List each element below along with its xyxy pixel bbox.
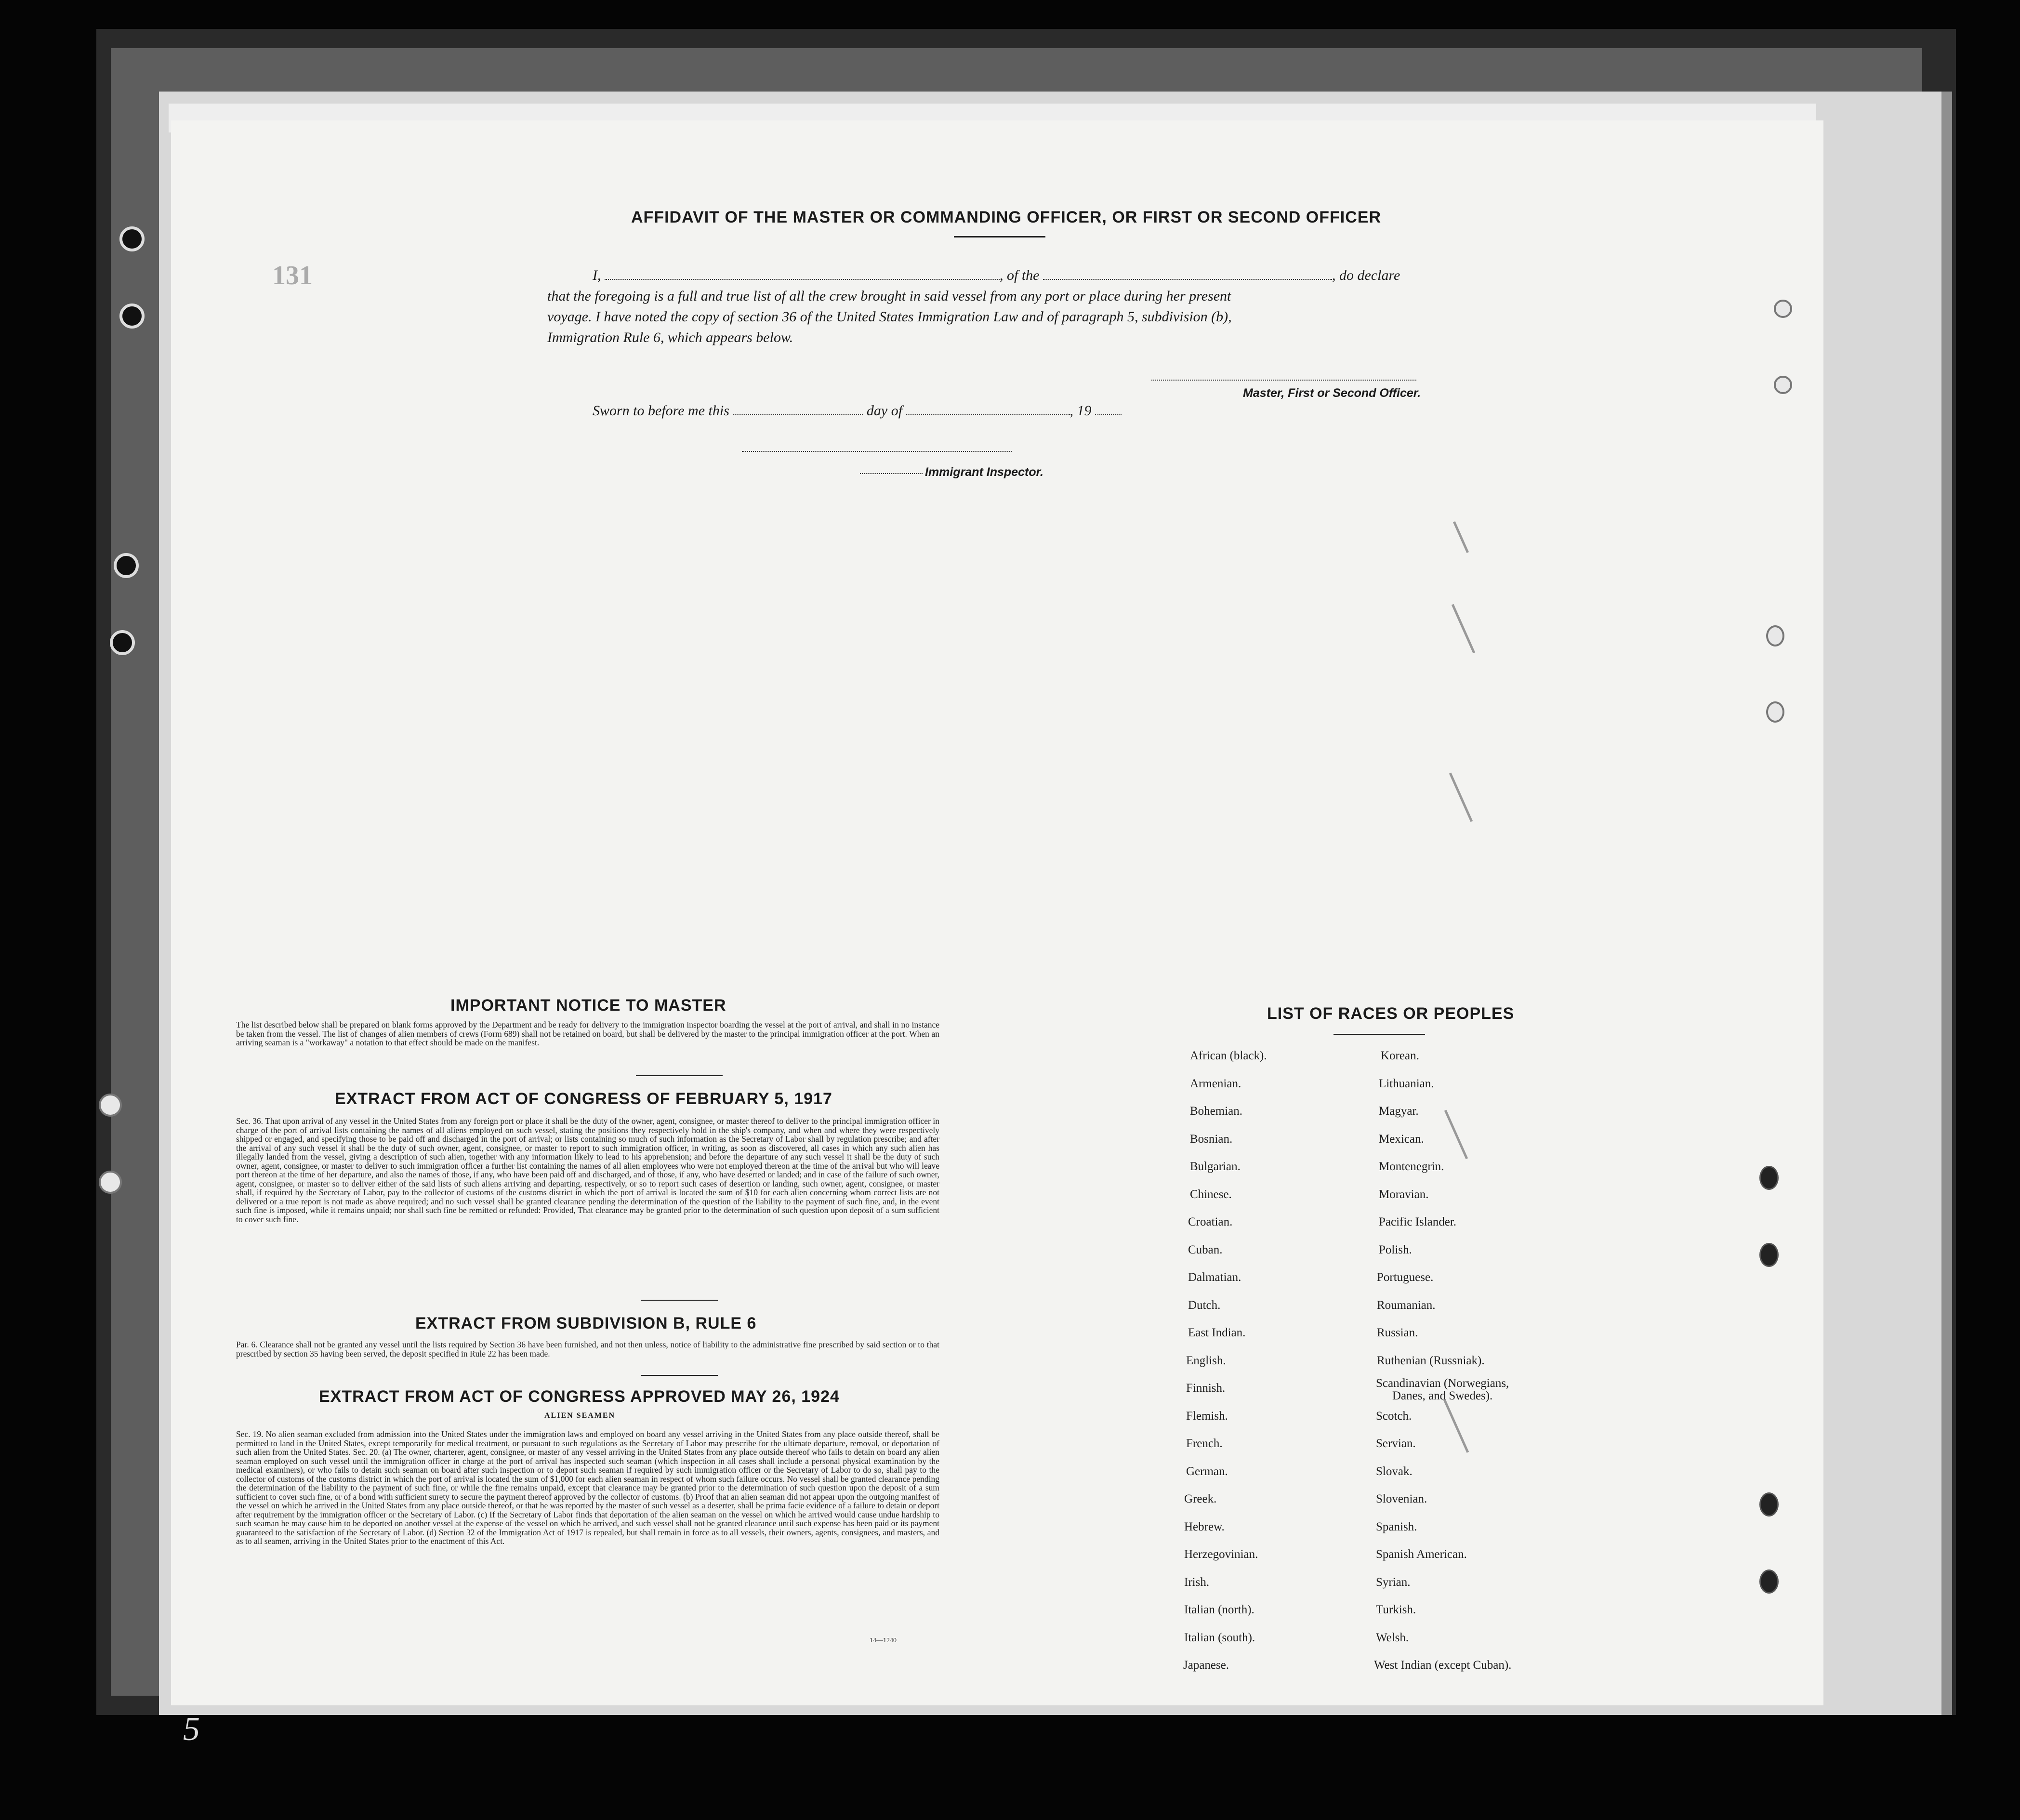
extract-1924-text: Sec. 19. No alien seaman excluded from admission into the United States under the immigration laws and employed on board any vessel arriving in the United States from any place outside thereof, shall be permitted to land in the United States, except temporarily for medical treatment, or pursuant to such regulations as the Secretary of Labor may prescribe for the ultimate departure, removal, or deportation of such alien from the United States. Sec. 20. (a) The owner, charterer, agent, consignee, or master of any vessel arriving in the United States from any place outside thereof who fails to detain on board any alien seaman employed on such vessel until the immigration officer in charge at the port of arrival has inspected such seaman (which inspection in all cases shall include a personal physical examination by the medical examiners), or who fails to detain such seaman on board after such inspection or to deport such seaman if required by such immigration officer or the Secretary of Labor to do so, shall pay to the collector of customs of the customs district in which the port of arrival is located the sum of $1,000 for each alien seaman in respect of whom such failure occurs. No vessel shall be granted clearance pending the determination of the liability to the payment of such fine, or while the fine remains unpaid, except that clearance may be granted prior to the determination of such question upon the deposit of a sum sufficient to cover such fine, or of a bond with sufficient surety to secure the payment thereof approved by the collector of customs. (b) Proof that an alien seaman did not appear upon the outgoing manifest of the vessel on which he arrived in the United States from any place outside thereof, or that he was reported by the master of such vessel as a deserter, shall be prima facie evidence of a failure to detain or deport after requirement by the immigration officer or the Secretary of Labor. (c) If the Secretary of Labor finds that deportation of the alien seaman on the vessel on which he arrived would cause undue hardship to such seaman he may cause him to be deported on another vessel at the expense of the vessel on which he arrived, and such vessel shall not be granted clearance until such expense has been paid or its payment guaranteed to the satisfaction of the Secretary of Labor. (d) Section 32 of the Immigration Act of 1917 is repealed, but shall remain in force as to all vessels, their owners, agents, consignees, and masters, and as to all seamen, arriving in the United States prior to the enactment of this Act. (236, 1429, 940, 1546)
race-item: Italian (north). (1184, 1603, 1254, 1616)
race-item: English. (1186, 1354, 1226, 1367)
page-hole (1759, 1243, 1779, 1267)
race-item: Dalmatian. (1188, 1271, 1241, 1284)
sworn-month-field[interactable] (906, 414, 1070, 415)
day-of-label: day of (866, 403, 903, 419)
of-the-label: , of the (1000, 267, 1040, 283)
race-item: Japanese. (1183, 1659, 1229, 1672)
page-hole (1759, 1569, 1779, 1594)
race-item: Moravian. (1379, 1188, 1429, 1201)
races-title: LIST OF RACES OR PEOPLES (1267, 1004, 1515, 1023)
section-rule (641, 1375, 718, 1376)
race-item: Slovak. (1376, 1465, 1413, 1478)
race-item: Korean. (1381, 1049, 1419, 1062)
race-item: Portuguese. (1377, 1271, 1434, 1284)
binder-hole (114, 553, 139, 578)
race-item: Dutch. (1188, 1299, 1221, 1312)
inspector-prefix-line (860, 473, 923, 474)
race-item: Spanish American. (1376, 1548, 1467, 1561)
page-hole (1774, 300, 1792, 318)
race-item: Irish. (1184, 1576, 1210, 1589)
do-declare-label: , do declare (1332, 267, 1400, 283)
binder-hole (99, 1094, 122, 1117)
extract-1917-text: Sec. 36. That upon arrival of any vessel in the United States from any foreign port or place it shall be the duty of the owner, agent, consignee, or master thereof to deliver to the principal immigration officer in charge of the port of arrival lists containing the names of all aliens employed on such vessel, stating the positions they respectively hold in the ship's company, and when and where they were respectively shipped or engaged, and specifying those to be paid off and discharged in the port of arrival; or lists containing so much of such information as the Secretary of Labor shall by regulation prescribe; and after the arrival of any such vessel it shall be the duty of such owner, agent, consignee, or master to report to such immigration officer, in writing, as soon as discovered, all cases in which any such alien has illegally landed from the vessel, giving a description of such alien, together with any information likely to lead to his apprehension; and before the departure of any such vessel it shall be the duty of such owner, agent, consignee, or master to deliver to such immigration officer a further list containing the names of all alien employees who were not employed thereon at the time of the arrival but who will leave port thereon at the time of her departure, and also the names of those, if any, who have been paid off and discharged, and of those, if any, who have deserted or landed; and in case of the failure of such owner, agent, consignee, or master so to deliver either of the said lists of such aliens arriving and departing, respectively, or so to report such cases of desertion or landing, such owner, agent, consignee, or master shall, if required by the Secretary of Labor, pay to the collector of customs of the customs district in which the port of arrival is located the sum of $10 for each alien concerning whom correct lists are not delivered or a true report is not made as above required; and no such vessel shall be granted clearance pending the determination of the question of the liability to the payment of such fine, and, in the event such fine is imposed, while it remains unpaid; nor shall such fine be remitted or refunded: Provided, That clearance may be granted prior to the determination of such question upon deposit of a sum sufficient to cover such fine. (236, 1116, 939, 1224)
race-item: French. (1186, 1437, 1223, 1450)
section-rule (641, 1300, 718, 1301)
race-item: African (black). (1190, 1049, 1267, 1062)
race-item: Pacific Islander. (1379, 1215, 1457, 1228)
race-item: East Indian. (1188, 1326, 1246, 1339)
race-item: Greek. (1184, 1492, 1217, 1505)
race-item: Finnish. (1186, 1382, 1226, 1395)
extract-rule6-text: Par. 6. Clearance shall not be granted any vessel until the lists required by Section 36 have been furnished, and not then unless, notice of liability to the administrative fine prescribed by said section or to that prescribed by section 35 having been served, the deposit specified in Rule 22 has been made. (236, 1340, 939, 1358)
page-hole (1766, 625, 1784, 646)
race-item: Hebrew. (1184, 1520, 1225, 1533)
race-item: Lithuanian. (1379, 1077, 1434, 1090)
section-rule (636, 1075, 723, 1076)
affidavit-line-1 (593, 267, 1400, 284)
inspector-signature-line[interactable] (742, 451, 1012, 452)
year-prefix: , 19 (1069, 403, 1092, 419)
race-item: Bulgarian. (1190, 1160, 1241, 1173)
race-item: Croatian. (1188, 1215, 1233, 1228)
affidavit-line-4: Immigration Rule 6, which appears below. (547, 330, 793, 345)
race-item: Slovenian. (1376, 1492, 1427, 1505)
vessel-field[interactable] (1043, 279, 1332, 280)
master-signature-line[interactable] (1151, 380, 1416, 381)
margin-mark: 131 (272, 261, 313, 290)
race-item: Flemish. (1186, 1410, 1228, 1423)
master-label: Master, First or Second Officer. (1243, 386, 1421, 400)
form-number: 14—1240 (870, 1637, 897, 1644)
race-item: Turkish. (1376, 1603, 1416, 1616)
race-item: Italian (south). (1184, 1631, 1255, 1644)
race-item: West Indian (except Cuban). (1374, 1659, 1512, 1672)
page-hole (1774, 376, 1792, 394)
sworn-label: Sworn to before me this (593, 403, 729, 419)
race-item: Scotch. (1376, 1410, 1412, 1423)
title-rule (954, 236, 1045, 237)
race-item: Mexican. (1379, 1133, 1424, 1146)
race-item: Syrian. (1376, 1576, 1411, 1589)
alien-seamen-subtitle: ALIEN SEAMEN (544, 1411, 616, 1420)
race-item: Armenian. (1190, 1077, 1241, 1090)
page-hole (1766, 701, 1784, 723)
page-hole (1759, 1492, 1779, 1517)
race-item: Bohemian. (1190, 1105, 1243, 1118)
affidavit-line-2: that the foregoing is a full and true list of all the crew brought in said vessel from any port or place during her present (547, 288, 1231, 304)
race-item: Servian. (1376, 1437, 1416, 1450)
race-item: Polish. (1379, 1243, 1412, 1256)
extract-rule6-title: EXTRACT FROM SUBDIVISION B, RULE 6 (415, 1314, 757, 1332)
race-item: Welsh. (1376, 1631, 1409, 1644)
race-item: Danes, and Swedes). (1392, 1389, 1493, 1402)
binder-hole (119, 303, 145, 329)
sworn-line (593, 403, 1122, 419)
notice-text: The list described below shall be prepared on blank forms approved by the Department and be ready for delivery to the immigration inspector boarding the vessel at the port of arrival, and shall in no instance be taken from the vessel. The list of changes of alien members of crews (Form 689) shall not be retained on board, but shall be delivered by the master to the principal immigration officer at the port. When an arriving seaman is a "workaway" a notation to that effect should be made on the manifest. (236, 1020, 939, 1047)
extract-1924-title: EXTRACT FROM ACT OF CONGRESS APPROVED MAY 26, 1924 (319, 1387, 840, 1406)
race-item: Herzegovinian. (1184, 1548, 1258, 1561)
corner-mark: 5 (183, 1711, 200, 1748)
sworn-day-field[interactable] (733, 414, 863, 415)
inspector-label: Immigrant Inspector. (925, 465, 1043, 479)
binder-hole (110, 630, 135, 655)
sworn-year-field[interactable] (1095, 414, 1122, 415)
race-item: Magyar. (1379, 1105, 1419, 1118)
affidavit-line-3: voyage. I have noted the copy of section 36 of the United States Immigration Law and of paragraph 5, subdivision (b), (547, 309, 1232, 325)
race-item: Ruthenian (Russniak). (1377, 1354, 1485, 1367)
race-item: German. (1186, 1465, 1228, 1478)
affidavit-title: AFFIDAVIT OF THE MASTER OR COMMANDING OFFICER, OR FIRST OR SECOND OFFICER (631, 208, 1381, 226)
race-item: Chinese. (1190, 1188, 1232, 1201)
page-hole (1759, 1166, 1779, 1190)
name-field[interactable] (605, 279, 1000, 280)
binder-hole (119, 226, 145, 251)
notice-title: IMPORTANT NOTICE TO MASTER (450, 996, 726, 1015)
race-item: Montenegrin. (1379, 1160, 1444, 1173)
race-item: Roumanian. (1377, 1299, 1436, 1312)
race-item: Russian. (1377, 1326, 1418, 1339)
race-item: Cuban. (1188, 1243, 1223, 1256)
race-item: Scandinavian (Norwegians, (1376, 1377, 1509, 1390)
races-title-rule (1333, 1034, 1425, 1035)
race-item: Bosnian. (1190, 1133, 1233, 1146)
race-item: Spanish. (1376, 1520, 1417, 1533)
i-label: I, (593, 267, 601, 283)
extract-1917-title: EXTRACT FROM ACT OF CONGRESS OF FEBRUARY 5, 1917 (335, 1090, 832, 1108)
binder-hole (99, 1171, 122, 1194)
